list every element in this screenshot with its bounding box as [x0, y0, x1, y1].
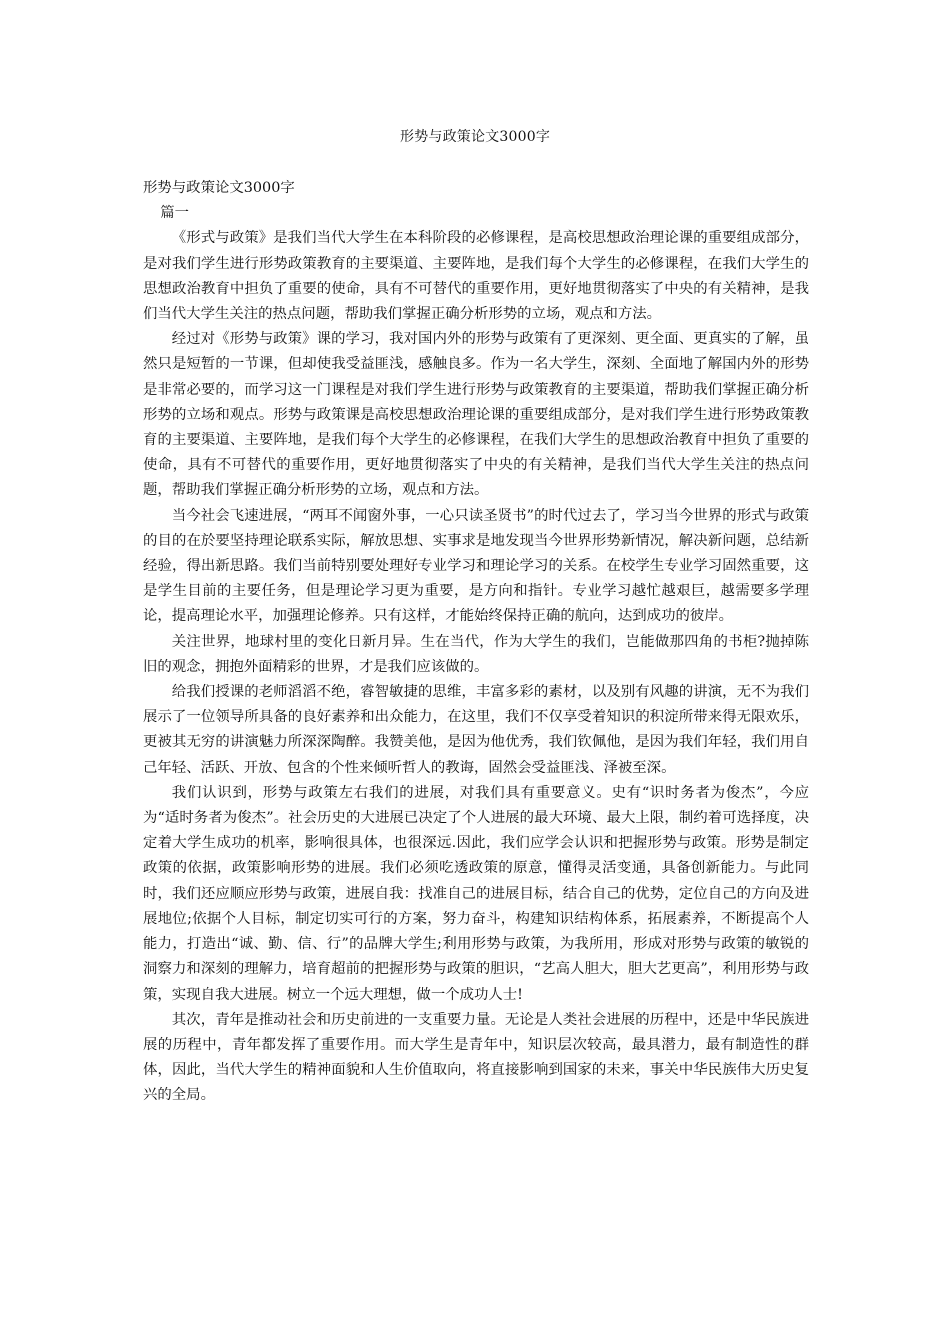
- paragraph: 其次，青年是推动社会和历史前进的一支重要力量。无论是人类社会进展的历程中，还是中华民族进展的历程中，青年都发挥了重要作用。而大学生是青年中，知识层次较高，最具潜力，最有制造性的群体，因此，当代大学生的精神面貌和人生价值取向，将直接影响到国家的未来，事关中华民族伟大历史复兴的全局。: [143, 1011, 809, 1104]
- paragraph: 当今社会飞速进展，“两耳不闻窗外事，一心只读圣贤书”的时代过去了，学习当今世界的形式与政策的目的在於要坚持理论联系实际，解放思想、实事求是地发现当今世界形势新情况，解决新问题，总结新经验，得出新思路。我们当前特别要处理好专业学习和理论学习的关系。在校学生专业学习固然重要，这是学生目前的主要任务，但是理论学习更为重要，是方向和指针。专业学习越忙越艰巨，越需要多学理论，提高理论水平，加强理论修养。只有这样，才能始终保持正确的航向，达到成功的彼岸。: [143, 507, 809, 625]
- paragraph: 给我们授课的老师滔滔不绝，睿智敏捷的思维，丰富多彩的素材，以及别有风趣的讲演，无不为我们展示了一位领导所具备的良好素养和出众能力，在这里，我们不仅享受着知识的积淀所带来得无限欢乐，更被其无穷的讲演魅力所深深陶醉。我赞美他，是因为他优秀，我们钦佩他，是因为我们年轻，我们用自己年轻、活跃、开放、包含的个性来倾听哲人的教诲，固然会受益匪浅、泽被至深。: [143, 684, 809, 776]
- paragraph: 关注世界，地球村里的变化日新月异。生在当代，作为大学生的我们，岂能做那四角的书柜?抛掉陈旧的观念，拥抱外面精彩的世界，才是我们应该做的。: [143, 633, 809, 675]
- paragraph: 经过对《形势与政策》课的学习，我对国内外的形势与政策有了更深刻、更全面、更真实的了解，虽然只是短暂的一节课，但却使我受益匪浅，感触良多。作为一名大学生，深刻、全面地了解国内外的形势是非常必要的，而学习这一门课程是对我们学生进行形势与政策教育的主要渠道，帮助我们掌握正确分析形势的立场和观点。形势与政策课是高校思想政治理论课的重要组成部分，是对我们学生进行形势政策教育的主要渠道、主要阵地，是我们每个大学生的必修课程，在我们大学生的思想政治教育中担负了重要的使命，具有不可替代的重要作用，更好地贯彻落实了中央的有关精神，是我们当代大学生关注的热点问题，帮助我们掌握正确分析形势的立场，观点和方法。: [143, 331, 809, 499]
- document-title: 形势与政策论文3000字: [399, 129, 551, 145]
- document-body: [143, 176, 809, 1109]
- paragraph: 《形式与政策》是我们当代大学生在本科阶段的必修课程，是高校思想政治理论课的重要组成部分，是对我们学生进行形势政策教育的主要渠道、主要阵地，是我们每个大学生的必修课程，在我们大学生的思想政治教育中担负了重要的使命，具有不可替代的重要作用，更好地贯彻落实了中央的有关精神，是我们当代大学生关注的热点问题，帮助我们掌握正确分析形势的立场，观点和方法。: [143, 230, 809, 323]
- document-subtitle: 形势与政策论文3000字: [143, 180, 295, 196]
- paragraph: 我们认识到，形势与政策左右我们的进展，对我们具有重要意义。史有“识时务者为俊杰”，今应为“适时务者为俊杰”。社会历史的大进展已决定了个人进展的最大环境、最大上限，制约着可选择度，决定着大学生成功的机率，影响很具体，也很深远.因此，我们应学会认识和把握形势与政策。形势是制定政策的依据，政策影响形势的进展。我们必须吃透政策的原意，懂得灵活变通，具备创新能力。与此同时，我们还应顺应形势与政策，进展自我：找准自己的进展目标，结合自己的优势，定位自己的方向及进展地位;依据个人目标，制定切实可行的方案，努力奋斗，构建知识结构体系，拓展素养，不断提高个人能力，打造出“诚、勤、信、行”的品牌大学生;利用形势与政策，为我所用，形成对形势与政策的敏锐的洞察力和深刻的理解力，培育超前的把握形势与政策的胆识，“艺高人胆大，胆大艺更高”，利用形势与政策，实现自我大进展。树立一个远大理想，做一个成功人士!: [143, 784, 809, 1003]
- chapter-heading: 篇一: [160, 205, 190, 222]
